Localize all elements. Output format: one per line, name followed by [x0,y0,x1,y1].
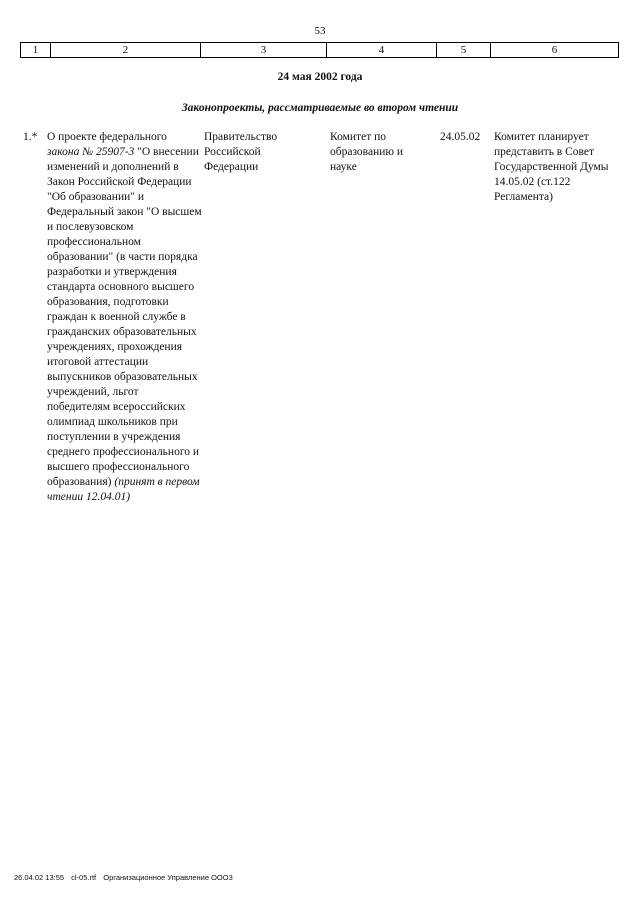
footer-filename: cl-05.rtf [71,873,97,882]
committee-plan: Комитет планирует представить в Совет Государственной Думы 14.05.02 (ст.122 Регламента) [494,131,609,203]
page-number: 53 [314,25,326,37]
footer-department: Организационное Управление ООО3 [103,873,233,882]
column-number-2: 2 [51,43,201,58]
bill-title-body: "О внесении изменений и дополнений в Закон Российской Федерации "Об образовании" и Федеральный закон "О высшем и послевузовском профессиональном образовании" (в части порядка разработки и утверждения стандарта основного высшего образования, подготовки граждан к военной службе в гражданских образовательных учреждениях, прохождения итоговой аттестации выпускников образовательных учреждений, льгот победителям всероссийских олимпиад школьников при поступлении в учреждения среднего профессионального и высшего профессионального образования) [47,146,202,488]
bill-title-prefix: О проекте федерального [47,131,167,143]
bill-author: Правительство Российской Федерации [204,131,278,173]
responsible-committee: Комитет по образованию и науке [330,131,403,173]
date-heading: 24 мая 2002 года [277,71,363,83]
column-number-header [20,42,619,58]
footer-timestamp: 26.04.02 13:55 [14,873,65,882]
column-number-3: 3 [201,43,327,58]
section-heading: Законопроекты, рассматриваемые во втором чтении [181,102,459,114]
column-number-1: 1 [21,43,51,58]
column-number-6: 6 [491,43,619,58]
bill-status-note: (принят в первом чтении 12.04.01) [47,476,200,503]
entry-number: 1.* [23,131,38,143]
bill-law-number: закона № 25907-3 [47,146,135,158]
document-footer [14,873,238,882]
bill-title [47,130,202,505]
column-number-4: 4 [327,43,437,58]
column-number-5: 5 [437,43,491,58]
review-date: 24.05.02 [440,131,481,143]
